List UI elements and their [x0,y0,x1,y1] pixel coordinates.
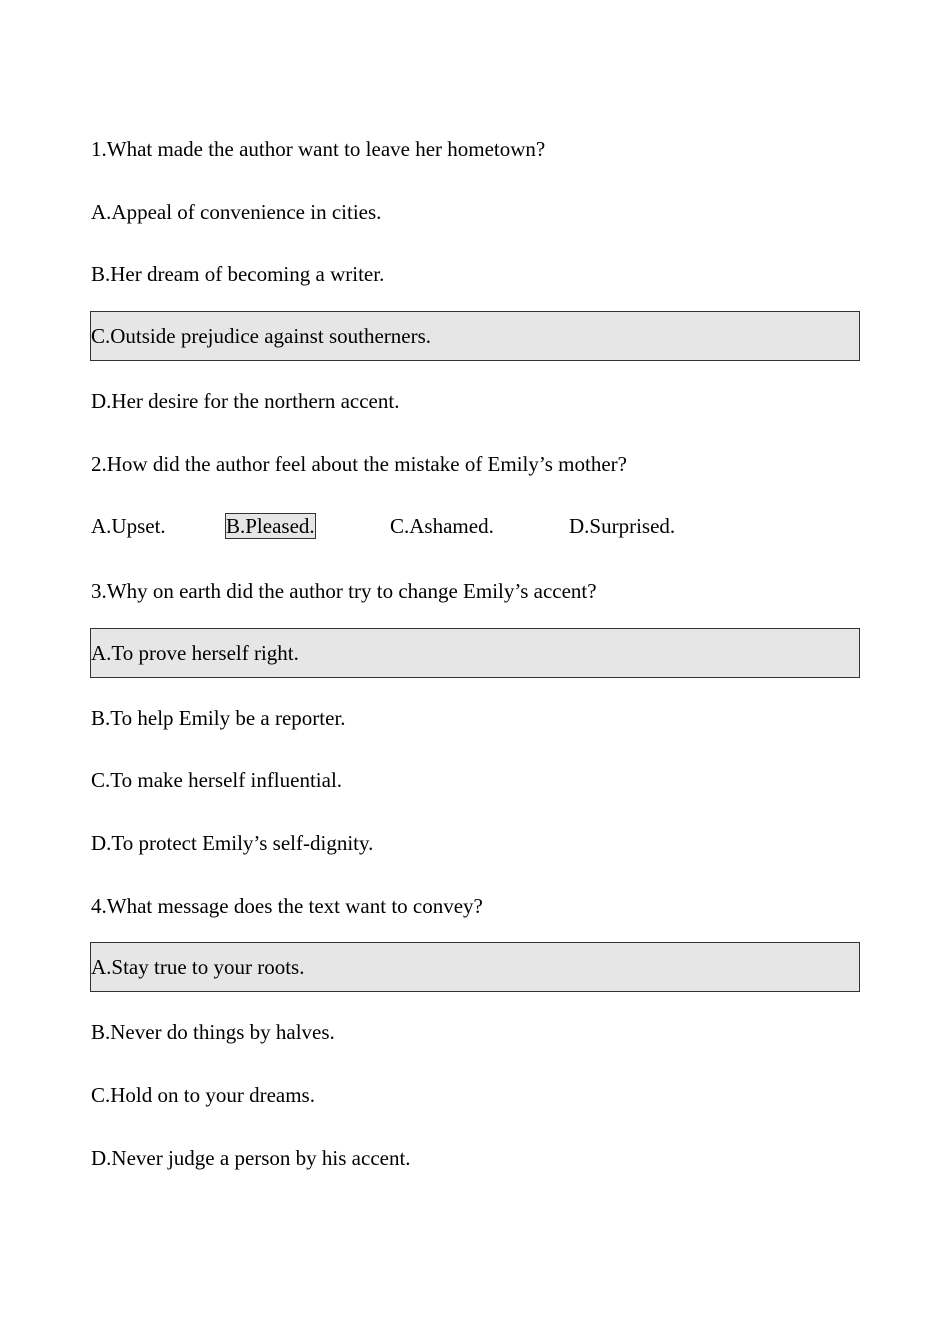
question-1-prompt: 1.What made the author want to leave her hometown? [91,137,546,161]
question-2-option-a[interactable]: A.Upset. [91,514,166,538]
question-4-option-d[interactable]: D.Never judge a person by his accent. [91,1146,411,1170]
question-3-answer-highlight[interactable] [90,628,860,678]
question-2-option-d[interactable]: D.Surprised. [569,514,676,538]
question-1-option-a[interactable]: A.Appeal of convenience in cities. [91,200,382,224]
question-1-answer-highlight[interactable] [90,311,860,361]
question-1-option-c: C.Outside prejudice against southerners. [91,324,431,348]
question-3-prompt: 3.Why on earth did the author try to change Emily’s accent? [91,579,597,603]
question-2-prompt: 2.How did the author feel about the mistake of Emily’s mother? [91,452,627,476]
question-2-option-c[interactable]: C.Ashamed. [390,514,494,538]
question-1-option-d[interactable]: D.Her desire for the northern accent. [91,389,400,413]
question-4-option-a: A.Stay true to your roots. [91,955,305,979]
question-4-answer-highlight[interactable] [90,942,860,992]
question-4-prompt: 4.What message does the text want to convey? [91,894,483,918]
question-1-option-b[interactable]: B.Her dream of becoming a writer. [91,262,385,286]
question-3-option-c[interactable]: C.To make herself influential. [91,768,343,792]
question-4-option-b[interactable]: B.Never do things by halves. [91,1020,335,1044]
question-3-option-d[interactable]: D.To protect Emily’s self-dignity. [91,831,374,855]
question-4-option-c[interactable]: C.Hold on to your dreams. [91,1083,315,1107]
question-3-option-b[interactable]: B.To help Emily be a reporter. [91,706,346,730]
question-2-option-b-answer[interactable]: B.Pleased. [226,514,315,538]
question-3-option-a: A.To prove herself right. [91,641,299,665]
